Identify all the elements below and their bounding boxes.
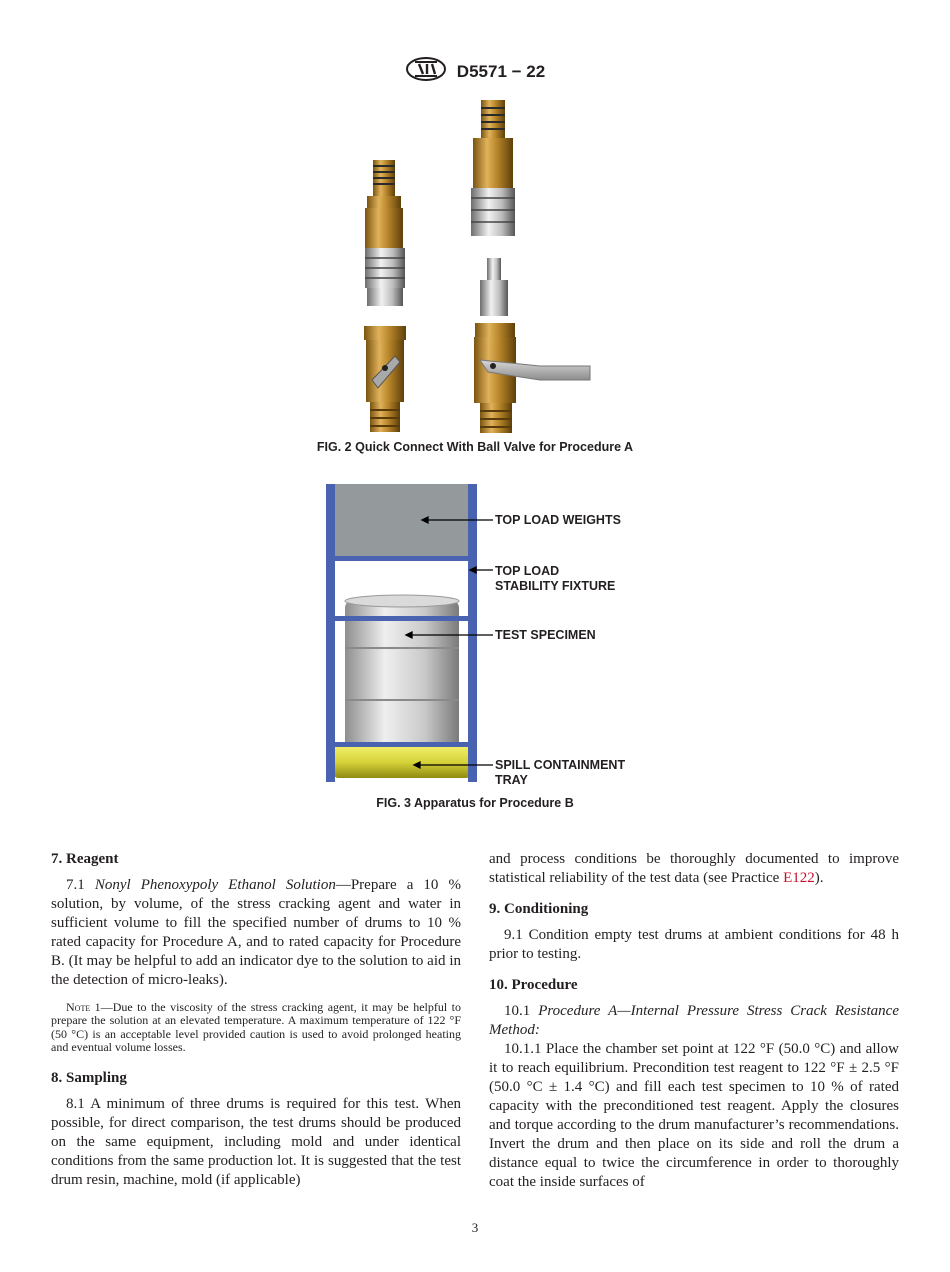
astm-logo-icon (405, 56, 447, 87)
note-1: Note 1—Due to the viscosity of the stress cracking agent, it may be helpful to prepare the solution at an elevated temperature. A maximum temperature of 122 °F (50 °C) is an acceptable level provided caution is used to avoid prolonged heating and eventual volume losses. (51, 1000, 462, 1055)
figure-2-quick-connect (340, 98, 610, 438)
link-e122[interactable]: E122 (783, 870, 815, 886)
section-8-heading: 8. Sampling (51, 1069, 127, 1086)
section-10-heading: 10. Procedure (489, 977, 578, 993)
paragraph-8-1: 8.1 A minimum of three drums is required for this test. When possible, for direct comparison, the test drums should be produced on the same equipment, including mold and under identical conditions from the same production lot. It is suggested that the test drum resin, machine, mold (if applicable) (51, 1095, 461, 1188)
label-top-load-weights: TOP LOAD WEIGHTS (495, 513, 621, 527)
label-fixture-line1: TOP LOAD (495, 564, 560, 578)
paragraph-8-1-continued: and process conditions be thoroughly documented to improve statistical reliability of the test data (see Practice E122). (489, 851, 899, 886)
section-7-heading: 7. Reagent (51, 851, 119, 867)
label-fixture-line2: STABILITY FIXTURE (495, 579, 616, 593)
right-valve-assembly (471, 100, 590, 433)
figure-2-caption: FIG. 2 Quick Connect With Ball Valve for Procedure A (316, 440, 634, 454)
label-tray-line2: TRAY (495, 773, 528, 787)
document-id: D5571 − 22 (456, 61, 546, 81)
page-number: 3 (471, 1220, 479, 1235)
figure-3-caption: FIG. 3 Apparatus for Procedure B (376, 796, 574, 810)
right-column (489, 850, 899, 1192)
page-header (0, 56, 950, 87)
paragraph-7-1: 7.1 Nonyl Phenoxypoly Ethanol Solution—Prepare a 10 % solution, by volume, of the stress cracking agent and water in sufficient volume to fill the specified number of drums to 10 % rated capacity for Procedure A, and to rated capacity for Procedure B. (It may be helpful to add an indicator dye to the solution to aid in the detection of micro-leaks). (51, 877, 461, 988)
paragraph-10-1-1: 10.1.1 Place the chamber set point at 122 °F (50.0 °C) and allow it to reach equilibrium. Precondition test reagent to 122 °F ± 2.5 °F (50.0 °C ± 1.4 °C) and fill each test specimen to 10 % of rated capacity with the preconditioned test reagent. Apply the closures and torque according to the drum manufacturer’s recommendations. Invert the drum and then place on its side and roll the drum a distance equal to twice the circumference in order to thoroughly coat the inside surfaces of (489, 1041, 899, 1190)
spill-tray (334, 746, 470, 778)
paragraph-9-1: 9.1 Condition empty test drums at ambient conditions for 48 h prior to testing. (489, 927, 899, 962)
label-tray-line1: SPILL CONTAINMENT (495, 758, 626, 772)
paragraph-10-1: 10.1 Procedure A—Internal Pressure Stress Crack Resistance Method: (489, 1003, 899, 1038)
section-9-heading: 9. Conditioning (489, 901, 589, 917)
figure-3-apparatus (318, 480, 648, 790)
left-column (51, 850, 461, 1190)
label-test-specimen: TEST SPECIMEN (495, 628, 596, 642)
left-valve-assembly (364, 160, 406, 432)
